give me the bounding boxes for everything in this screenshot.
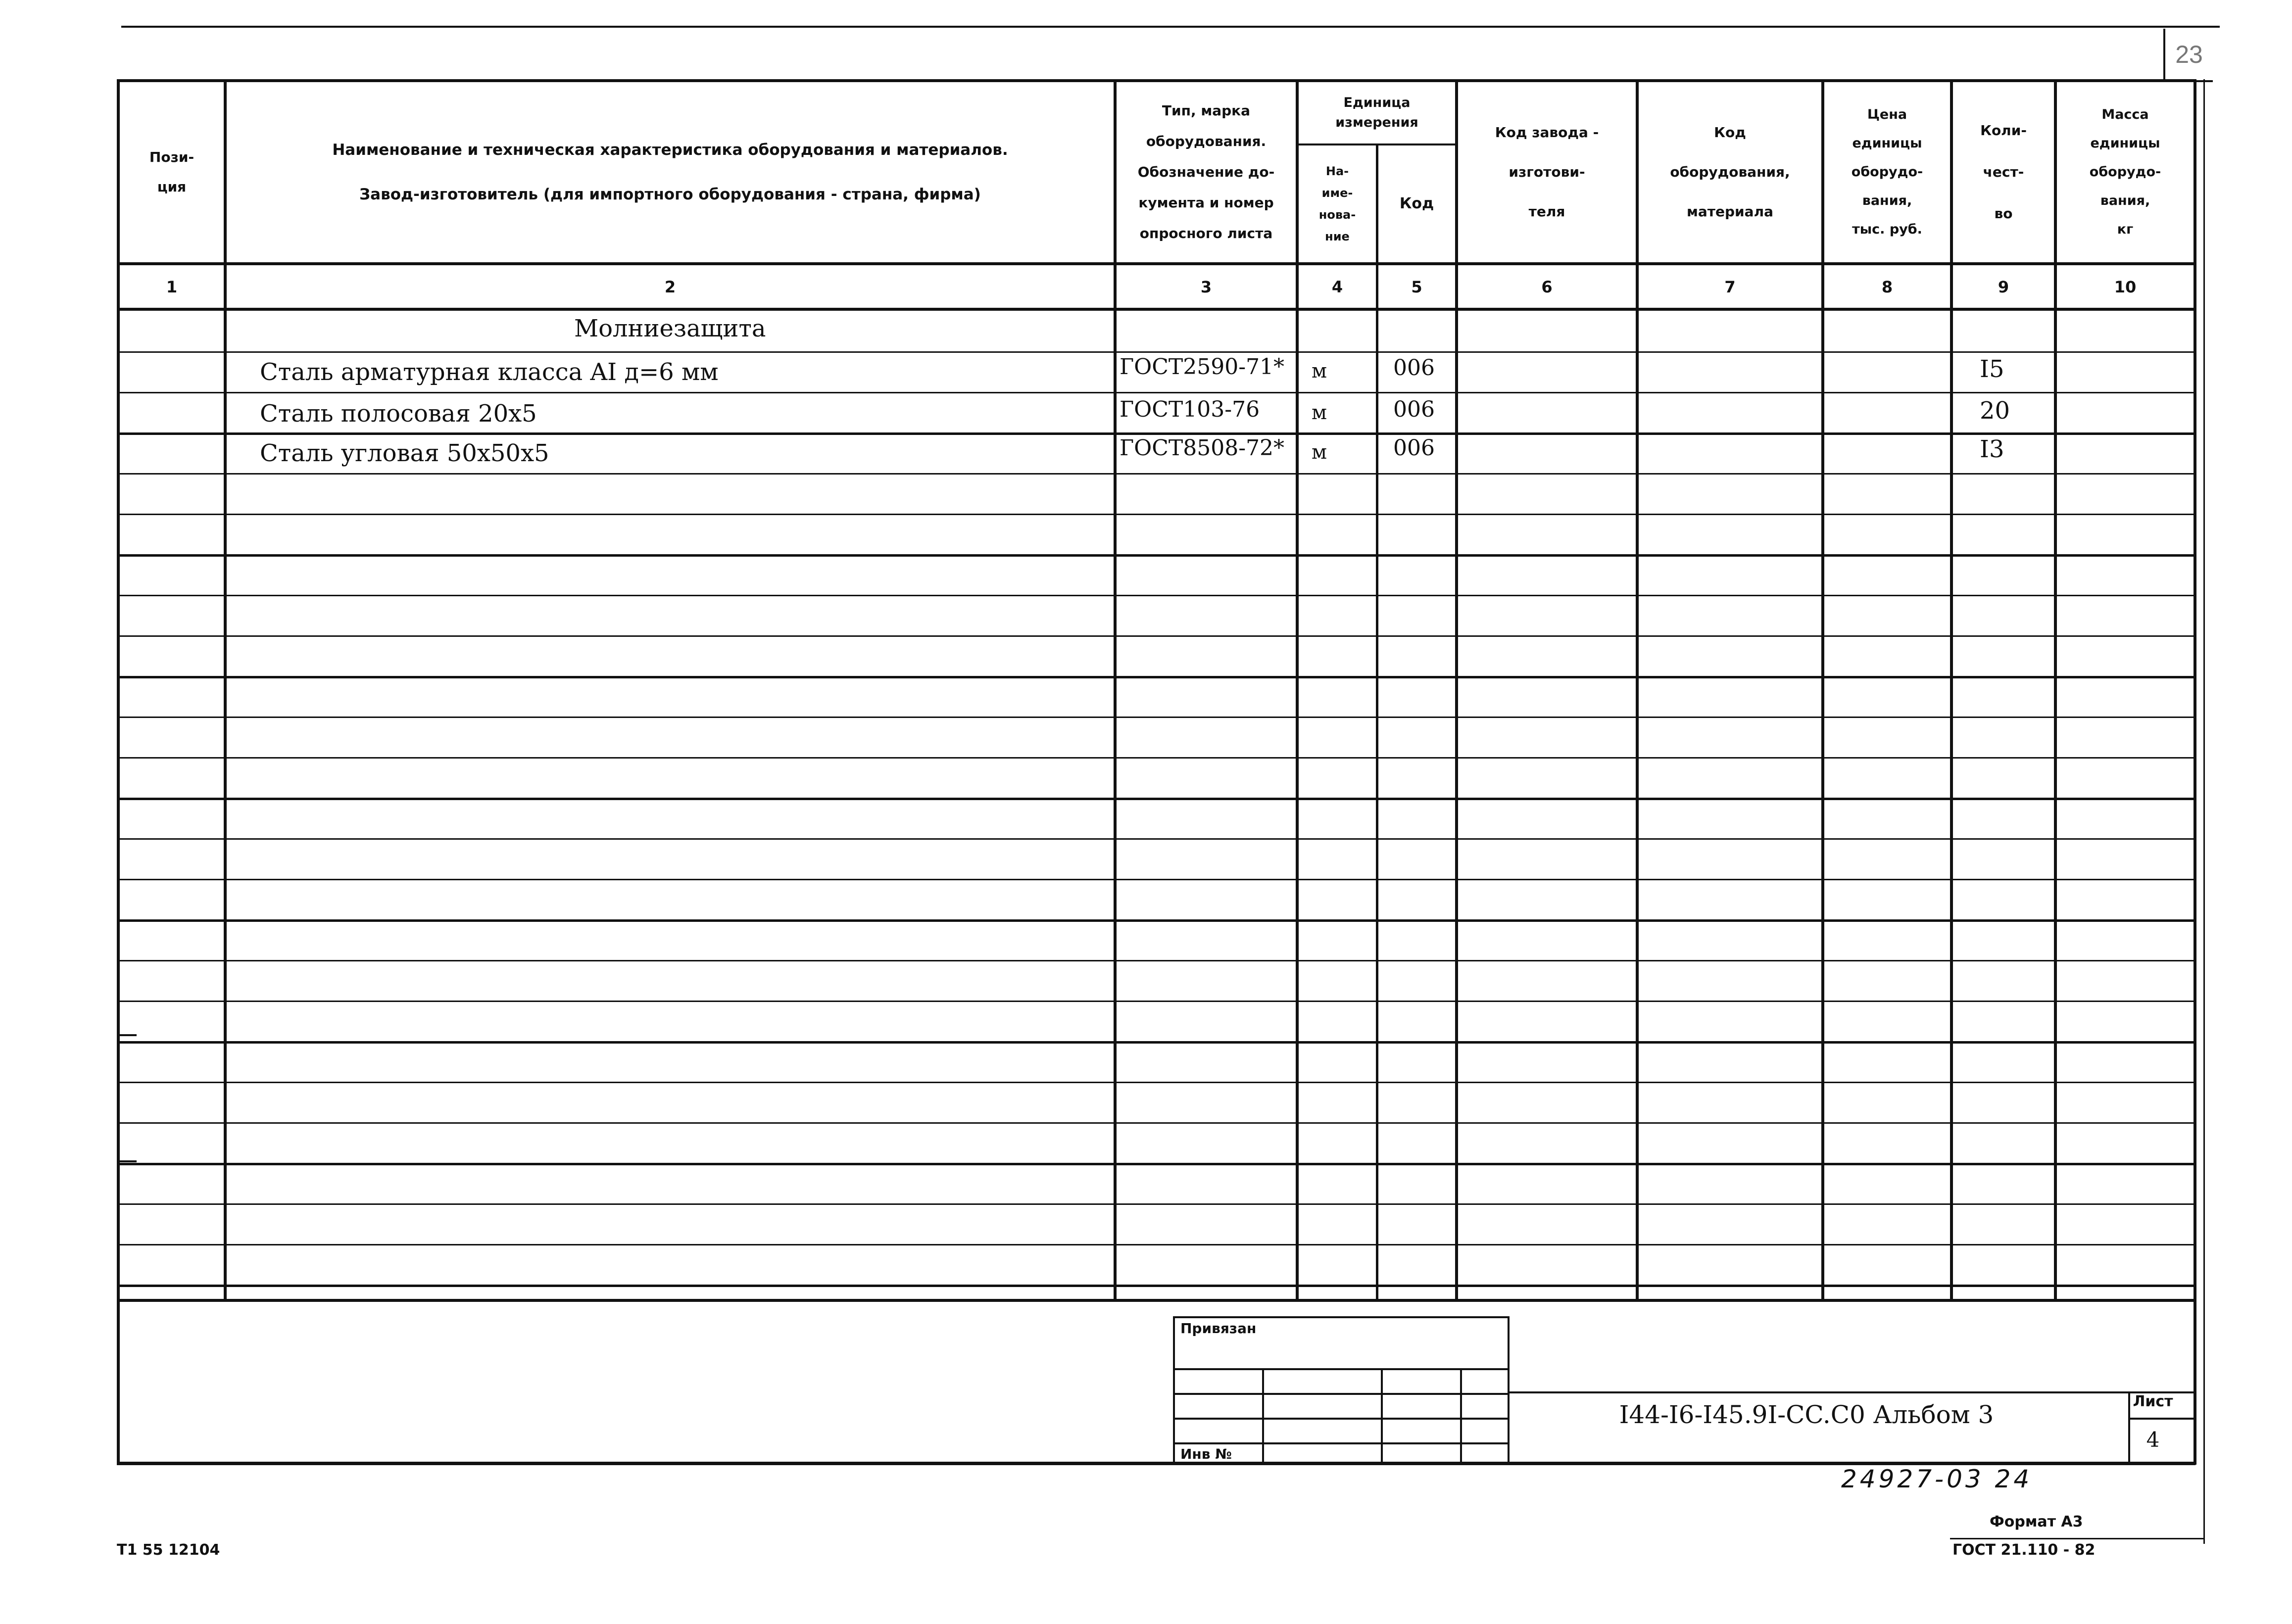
row-2-doc: ГОСТ103-76 xyxy=(1120,397,1260,422)
row-1-doc: ГОСТ2590-71* xyxy=(1120,354,1285,380)
sheet-label: Лист xyxy=(2133,1393,2173,1410)
col-line-2 xyxy=(1114,79,1117,1301)
header-unit-code: Код xyxy=(1399,195,1434,212)
document-code: I44-I6-I45.9I-CC.C0 Альбом 3 xyxy=(1619,1400,1994,1429)
col-line-7 xyxy=(1821,79,1824,1301)
table-row-rule xyxy=(117,919,2195,922)
row-3-name: Сталь угловая 50х50х5 xyxy=(260,439,549,467)
row-2-name: Сталь полосовая 20х5 xyxy=(260,400,537,428)
col-line-5 xyxy=(1455,79,1458,1301)
stamp-line-1 xyxy=(1173,1368,1510,1370)
column-number-4: 4 xyxy=(1331,278,1343,296)
table-row-rule xyxy=(117,554,2195,557)
row-2-qty: 20 xyxy=(1980,397,2010,425)
frame-right-edge xyxy=(2194,79,2196,1465)
footer-rule xyxy=(1950,1538,2205,1539)
table-row-rule xyxy=(117,757,2195,759)
table-row-rule xyxy=(117,1163,2195,1165)
table-row-rule xyxy=(117,635,2195,637)
section-title: Молниезащита xyxy=(574,315,766,342)
table-row-rule xyxy=(117,1001,2195,1002)
row-1-code: 006 xyxy=(1393,355,1435,381)
row-1-unit: м xyxy=(1312,360,1327,382)
header-unit-mass: Масса единицы оборудо- вания, кг xyxy=(2089,107,2161,237)
row-3-qty: I3 xyxy=(1980,435,2004,463)
header-position: Пози- ция xyxy=(149,149,195,195)
left-margin-tick-2 xyxy=(117,1160,137,1162)
table-row-rule xyxy=(117,838,2195,840)
column-number-7: 7 xyxy=(1724,278,1736,296)
table-row-rule xyxy=(117,1122,2195,1124)
row-1-qty: I5 xyxy=(1980,355,2004,383)
col-line-8 xyxy=(1950,79,1953,1301)
stamp-line-2 xyxy=(1173,1393,1510,1395)
sheet-corner-number: 23 xyxy=(2163,29,2213,82)
right-margin-line xyxy=(2203,79,2205,1544)
table-row-rule xyxy=(117,676,2195,678)
row-2-code: 006 xyxy=(1393,397,1435,422)
header-unit-name: На- име- нова- ние xyxy=(1318,164,1356,243)
table-row-rule xyxy=(117,595,2195,596)
stamp-tied-label: Привязан xyxy=(1180,1320,1257,1337)
column-number-5: 5 xyxy=(1411,278,1422,296)
column-number-10: 10 xyxy=(2114,278,2137,296)
table-row-rule xyxy=(117,1285,2195,1287)
stamp-inv-label: Инв № xyxy=(1180,1446,1232,1462)
table-row-rule xyxy=(117,879,2195,880)
table-row-rule xyxy=(117,351,2195,353)
col-line-6 xyxy=(1636,79,1639,1301)
header-quantity: Коли- чест- во xyxy=(1980,122,2027,222)
column-number-9: 9 xyxy=(1998,278,2009,296)
archive-number: Т1 55 12104 xyxy=(117,1541,220,1559)
row-3-code: 006 xyxy=(1393,435,1435,461)
stamp-vline-3 xyxy=(1460,1368,1462,1465)
handwritten-code: 24927-03 24 xyxy=(1841,1465,2033,1493)
stamp-vline-2 xyxy=(1381,1368,1383,1465)
row-3-unit: м xyxy=(1312,441,1327,464)
column-number-1: 1 xyxy=(166,278,178,296)
stamp-line-3 xyxy=(1173,1418,1510,1420)
col-line-3 xyxy=(1296,79,1299,1301)
sheet-box-divider xyxy=(2128,1418,2194,1420)
table-row-rule xyxy=(117,1203,2195,1205)
table-row-rule xyxy=(117,1082,2195,1083)
row-3-doc: ГОСТ8508-72* xyxy=(1120,435,1285,461)
column-number-8: 8 xyxy=(1881,278,1893,296)
top-rule xyxy=(121,26,2220,28)
column-number-2: 2 xyxy=(664,278,676,296)
table-row-rule xyxy=(117,1041,2195,1044)
header-unit-group: Единица измерения xyxy=(1335,95,1418,130)
header-equipment-code: Код оборудования, материала xyxy=(1670,124,1790,220)
row-2-unit: м xyxy=(1312,401,1327,424)
table-row-rule xyxy=(117,960,2195,961)
col-line-4 xyxy=(1376,143,1378,1301)
gost-standard: ГОСТ 21.110 - 82 xyxy=(1952,1541,2096,1559)
header-type: Тип, марка оборудования. Обозначение до- кумента и номер опросного листа xyxy=(1137,102,1275,241)
sheet-number: 4 xyxy=(2146,1428,2160,1452)
stamp-vline-1 xyxy=(1262,1368,1264,1465)
format-label: Формат А3 xyxy=(1990,1513,2083,1530)
title-block-line xyxy=(1510,1391,2194,1393)
column-number-3: 3 xyxy=(1200,278,1212,296)
table-row-rule xyxy=(117,514,2195,515)
header-unit-price: Цена единицы оборудо- вания, тыс. руб. xyxy=(1851,107,1923,237)
left-margin-tick-1 xyxy=(117,1034,137,1036)
table-body-bottom-line xyxy=(117,1299,2195,1302)
table-row-rule xyxy=(117,716,2195,718)
table-row-rule xyxy=(117,473,2195,475)
col-line-1 xyxy=(224,79,227,1301)
row-1-name: Сталь арматурная класса AI д=6 мм xyxy=(260,358,719,386)
table-row-rule xyxy=(117,432,2195,435)
column-number-6: 6 xyxy=(1541,278,1553,296)
table-row-rule xyxy=(117,1244,2195,1245)
stamp-line-4 xyxy=(1173,1442,1510,1444)
header-plant-code: Код завода - изготови- теля xyxy=(1495,124,1599,220)
table-row-rule xyxy=(117,392,2195,393)
col-line-9 xyxy=(2054,79,2057,1301)
header-name: Наименование и техническая характеристика оборудования и материалов. Завод-изготовитель (для импортного оборудования - страна, фирма) xyxy=(332,141,1008,203)
table-row-rule xyxy=(117,798,2195,800)
